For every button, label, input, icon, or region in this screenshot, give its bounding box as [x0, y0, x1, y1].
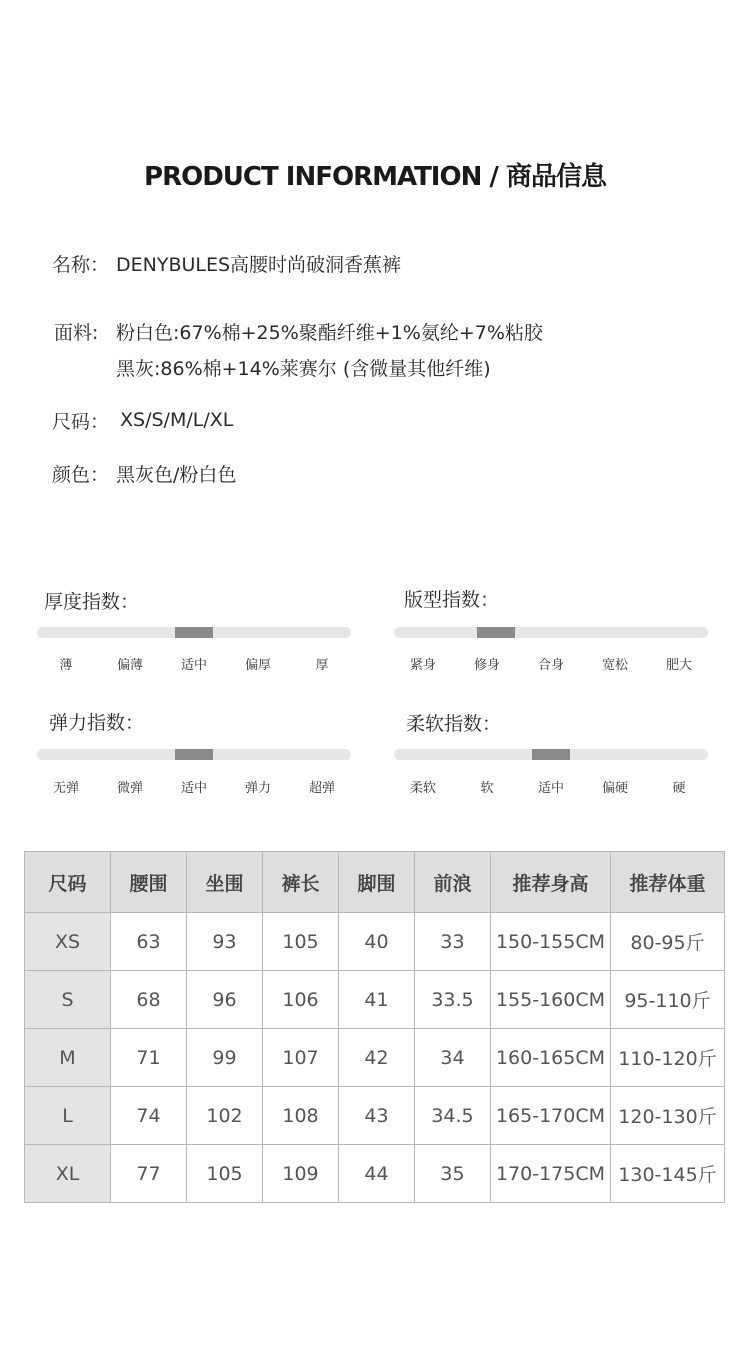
fit-index-tick: 合身	[537, 658, 564, 673]
size-table-header-cell: 推荐体重	[611, 852, 725, 913]
size-table-header-cell: 腰围	[111, 852, 187, 913]
fabric-line-2: 黑灰:86%棉+14%莱赛尔 (含微量其他纤维)	[116, 358, 491, 380]
table-cell: 34.5	[415, 1087, 491, 1145]
fit-index-track	[394, 627, 708, 638]
table-cell: 110-120斤	[611, 1029, 725, 1087]
thickness-index-tick: 适中	[180, 658, 207, 673]
table-row	[25, 913, 725, 971]
color-value: 黑灰色/粉白色	[116, 464, 237, 486]
table-cell: 80-95斤	[611, 913, 725, 971]
table-cell: 105	[263, 913, 339, 971]
table-row	[25, 971, 725, 1029]
fit-index-tick: 修身	[473, 658, 500, 673]
table-cell: 77	[111, 1145, 187, 1203]
table-cell: 93	[187, 913, 263, 971]
elasticity-index-tick: 微弹	[116, 781, 143, 796]
table-cell: 40	[339, 913, 415, 971]
size-table-header-cell: 推荐身高	[491, 852, 611, 913]
table-cell: 165-170CM	[491, 1087, 611, 1145]
thickness-index-tick: 偏厚	[244, 658, 271, 673]
table-cell: 96	[187, 971, 263, 1029]
table-cell: 35	[415, 1145, 491, 1203]
softness-index-marker	[532, 749, 570, 760]
table-cell: 130-145斤	[611, 1145, 725, 1203]
table-cell: 63	[111, 913, 187, 971]
table-cell: 41	[339, 971, 415, 1029]
fabric-label: 面料:	[54, 322, 99, 344]
softness-index-tick: 硬	[672, 781, 686, 796]
table-cell: 33.5	[415, 971, 491, 1029]
elasticity-index-tick: 超弹	[308, 781, 335, 796]
thickness-index-tick: 厚	[315, 658, 329, 673]
size-cell: XL	[25, 1145, 111, 1203]
softness-index-track	[394, 749, 708, 760]
softness-index-tick: 软	[480, 781, 494, 796]
page-title: PRODUCT INFORMATION / 商品信息	[144, 162, 606, 192]
size-table-header-cell: 坐围	[187, 852, 263, 913]
elasticity-index-marker	[175, 749, 213, 760]
size-table-header-cell: 尺码	[25, 852, 111, 913]
table-cell: 105	[187, 1145, 263, 1203]
table-cell: 120-130斤	[611, 1087, 725, 1145]
table-cell: 95-110斤	[611, 971, 725, 1029]
size-cell: L	[25, 1087, 111, 1145]
table-cell: 43	[339, 1087, 415, 1145]
table-row	[25, 1029, 725, 1087]
thickness-index-track	[37, 627, 351, 638]
name-label: 名称：	[52, 254, 110, 276]
fit-index-tick: 紧身	[409, 658, 436, 673]
thickness-index-title: 厚度指数：	[44, 591, 140, 613]
table-cell: 108	[263, 1087, 339, 1145]
softness-index-tick: 柔软	[409, 781, 436, 796]
size-label: 尺码：	[52, 411, 110, 433]
size-table-header-cell: 裤长	[263, 852, 339, 913]
fit-index-title: 版型指数：	[404, 589, 500, 611]
table-cell: 68	[111, 971, 187, 1029]
table-row	[25, 1087, 725, 1145]
softness-index-tick: 适中	[537, 781, 564, 796]
fit-index-tick: 宽松	[601, 658, 628, 673]
size-cell: S	[25, 971, 111, 1029]
table-cell: 107	[263, 1029, 339, 1087]
size-cell: M	[25, 1029, 111, 1087]
thickness-index-tick: 薄	[59, 658, 73, 673]
fabric-line-1: 粉白色:67%棉+25%聚酯纤维+1%氨纶+7%粘胶	[116, 322, 543, 344]
table-cell: 106	[263, 971, 339, 1029]
softness-index-tick: 偏硬	[601, 781, 628, 796]
table-cell: 109	[263, 1145, 339, 1203]
table-row	[25, 1145, 725, 1203]
table-cell: 99	[187, 1029, 263, 1087]
table-cell: 44	[339, 1145, 415, 1203]
table-cell: 74	[111, 1087, 187, 1145]
elasticity-index-track	[37, 749, 351, 760]
size-cell: XS	[25, 913, 111, 971]
table-cell: 155-160CM	[491, 971, 611, 1029]
size-table	[24, 851, 725, 1203]
size-table-header-cell: 前浪	[415, 852, 491, 913]
elasticity-index-title: 弹力指数：	[49, 712, 145, 734]
thickness-index-tick: 偏薄	[116, 658, 143, 673]
table-cell: 170-175CM	[491, 1145, 611, 1203]
softness-index-title: 柔软指数：	[406, 713, 502, 735]
table-cell: 33	[415, 913, 491, 971]
table-cell: 160-165CM	[491, 1029, 611, 1087]
fit-index-tick: 肥大	[665, 658, 692, 673]
elasticity-index-tick: 弹力	[244, 781, 271, 796]
color-label: 颜色：	[52, 464, 110, 486]
thickness-index-marker	[175, 627, 213, 638]
table-cell: 34	[415, 1029, 491, 1087]
elasticity-index-tick: 适中	[180, 781, 207, 796]
size-value: XS/S/M/L/XL	[120, 409, 234, 431]
table-cell: 102	[187, 1087, 263, 1145]
size-table-header	[25, 852, 725, 913]
product-name: DENYBULES高腰时尚破洞香蕉裤	[116, 254, 402, 276]
table-cell: 71	[111, 1029, 187, 1087]
size-table-header-cell: 脚围	[339, 852, 415, 913]
fit-index-marker	[477, 627, 515, 638]
table-cell: 150-155CM	[491, 913, 611, 971]
elasticity-index-tick: 无弹	[52, 781, 79, 796]
table-cell: 42	[339, 1029, 415, 1087]
